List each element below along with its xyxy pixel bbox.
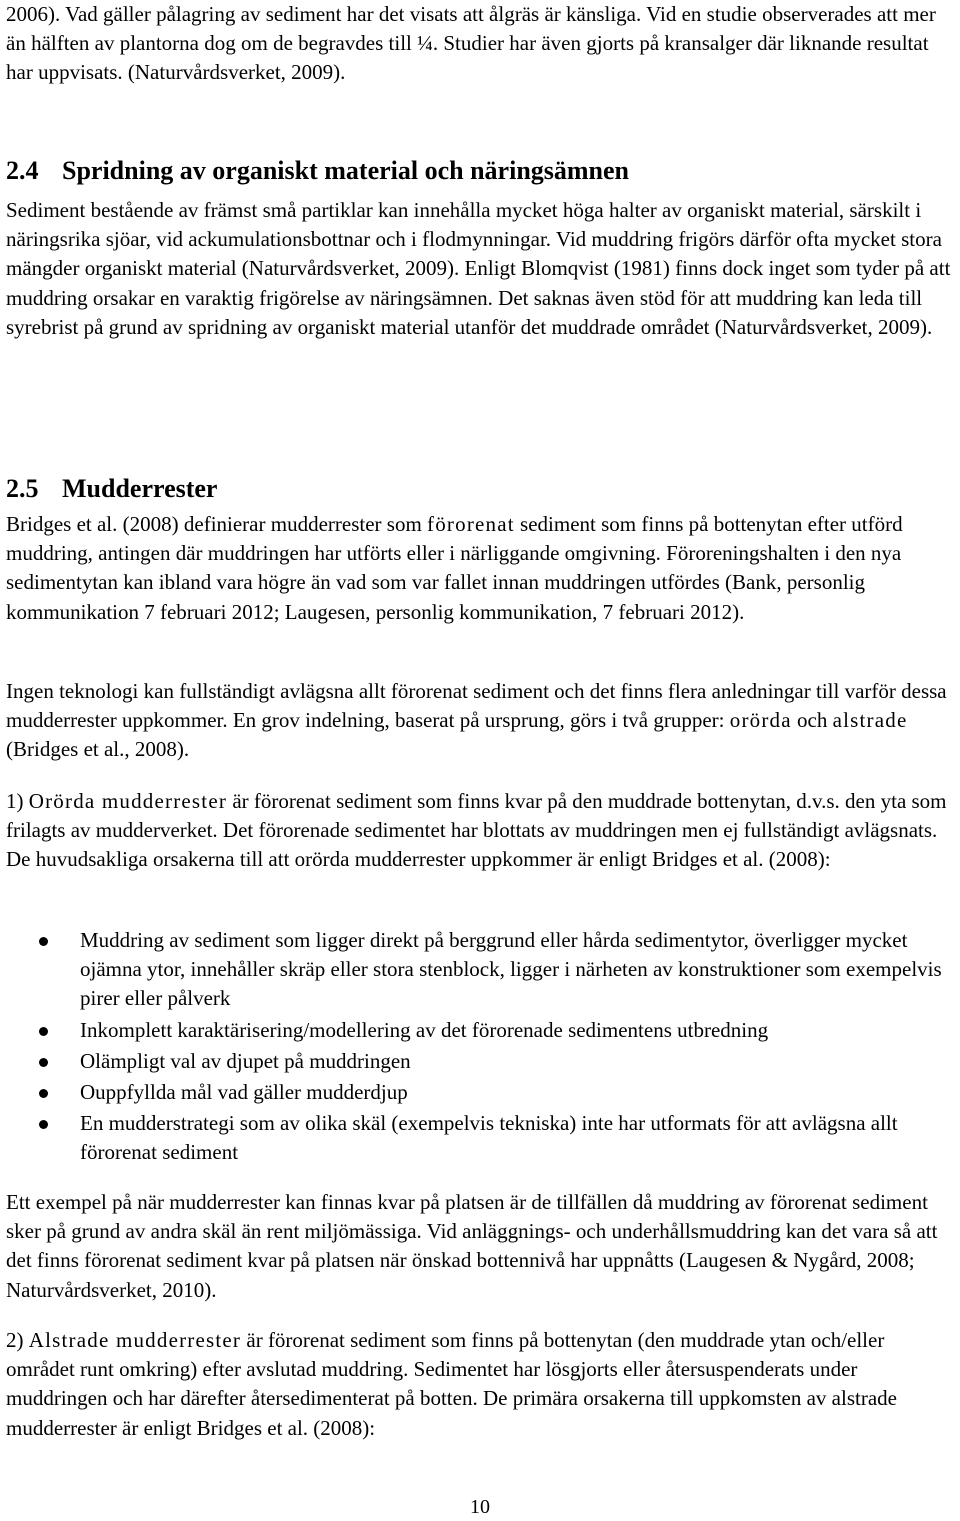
bullet-icon — [39, 1120, 48, 1129]
emphasis-term: Orörda mudderrester — [28, 789, 228, 813]
generated-residuals-paragraph — [6, 1326, 956, 1443]
list-item — [6, 1047, 960, 1076]
list-item-text: Olämpligt val av djupet på muddringen — [80, 1048, 411, 1073]
section-number: 2.4 — [6, 156, 39, 185]
list-item-text: En mudderstrategi som av olika skäl (exempelvis tekniska) inte har utformats för att avlägsna allt förorenat sediment — [80, 1111, 898, 1165]
section-heading-2-4 — [6, 156, 629, 186]
causes-bullet-list — [6, 926, 960, 1170]
undisturbed-residuals-paragraph — [6, 787, 956, 875]
emphasis-term: Alstrade mudderrester — [28, 1328, 242, 1352]
definition-paragraph — [6, 510, 956, 627]
bullet-icon — [39, 1027, 48, 1036]
section-heading-2-5 — [6, 474, 217, 504]
bullet-icon — [39, 1089, 48, 1098]
text-run: är förorenat sediment som finns på bottenytan (den muddrade ytan och/eller området runt omkring) efter avslutad muddring. Sedimentet har lösgjorts eller återsuspenderats under muddringen och har därefter återsedimenterat på botten. De primära orsakerna till uppkomsten av alstrade mudderrester är enligt Bridges et al. (2008): — [6, 1328, 897, 1440]
section-title: Mudderrester — [62, 474, 218, 503]
bullet-icon — [39, 937, 48, 946]
intro-paragraph: 2006). Vad gäller pålagring av sediment har det visats att ålgräs är känsliga. Vid en studie observerades att mer än hälften av plantorna dog om de begravdes till ¼. Studier har även gjorts på kransalger där liknande resultat har uppvisats. (Naturvårdsverket, 2009). — [6, 2, 936, 85]
section-2-4-paragraph: Sediment bestående av främst små partiklar kan innehålla mycket höga halter av organiskt material, särskilt i näringsrika sjöar, vid ackumulationsbottnar och i flodmynningar. Vid muddring frigörs därför ofta mycket stora mängder organiskt material (Naturvårdsverket, 2009). Enligt Blomqvist (1981) finns dock inget som tyder på att muddring orsakar en varaktig frigörelse av näringsämnen. Det saknas även stöd för att muddring kan leda till syrebrist på grund av spridning av organiskt material utanför det muddrade området (Naturvårdsverket, 2009). — [6, 198, 951, 339]
emphasis-term: förorenat — [427, 512, 515, 536]
example-paragraph: Ett exempel på när mudderrester kan finnas kvar på platsen är de tillfällen då muddring av förorenat sediment sker på grund av andra skäl än rent miljömässiga. Vid anläggnings- och underhållsmuddring kan det vara så att det finns förorenat sediment kvar på platsen när önskad bottennivå har uppnåtts (Laugesen & Nygård, 2008; Naturvårdsverket, 2010). — [6, 1190, 938, 1302]
list-item-text: Muddring av sediment som ligger direkt på berggrund eller hårda sedimentytor, överligger mycket ojämna ytor, innehåller skräp eller stora stenblock, ligger i närheten av konstruktioner som exempelvis pirer eller pålverk — [80, 928, 942, 1011]
section-title: Spridning av organiskt material och näringsämnen — [62, 156, 630, 185]
text-run: sediment som finns på bottenytan efter utförd muddring, antingen där muddringen har utförts eller i närliggande omgivning. Föroreningshalten i den nya sedimentytan kan ibland vara högre än vad som var fallet innan muddringen utfördes (Bank, personlig kommunikation 7 februari 2012; Laugesen, personlig kommunikation, 7 februari 2012). — [6, 512, 903, 624]
text-run: Ingen teknologi kan fullständigt avlägsna allt förorenat sediment och det finns flera anledningar till varför dessa mudderrester uppkommer. En grov indelning, baserat på ursprung, görs i två grupper: — [6, 679, 947, 733]
page-number: 10 — [470, 1496, 490, 1518]
text-run: 1) — [6, 789, 29, 813]
list-item — [6, 926, 960, 1014]
list-item-text: Inkomplett karaktärisering/modellering av det förorenade sedimentens utbredning — [80, 1017, 769, 1042]
emphasis-term: alstrade — [832, 708, 908, 733]
classification-paragraph — [6, 677, 956, 765]
text-run: är förorenat sediment som finns kvar på den muddrade bottenytan, d.v.s. den yta som frilagts av mudderverket. Det förorenade sedimentet har blottats av muddringen men ej fullständigt avlägsnats. De huvudsakliga orsakerna till att orörda mudderrester uppkommer är enligt Bridges et al. (2008): — [6, 789, 947, 872]
text-run: 2) — [6, 1328, 29, 1352]
text-run: (Bridges et al., 2008). — [6, 737, 190, 762]
text-run: Bridges et al. (2008) definierar mudderrester som — [6, 512, 428, 536]
list-item — [6, 1016, 960, 1045]
list-item — [6, 1109, 960, 1167]
text-run: och — [791, 708, 833, 733]
emphasis-term: orörda — [729, 708, 792, 733]
list-item-text: Ouppfyllda mål vad gäller mudderdjup — [80, 1080, 408, 1105]
section-number: 2.5 — [6, 474, 39, 503]
bullet-icon — [39, 1058, 48, 1067]
list-item — [6, 1078, 960, 1107]
